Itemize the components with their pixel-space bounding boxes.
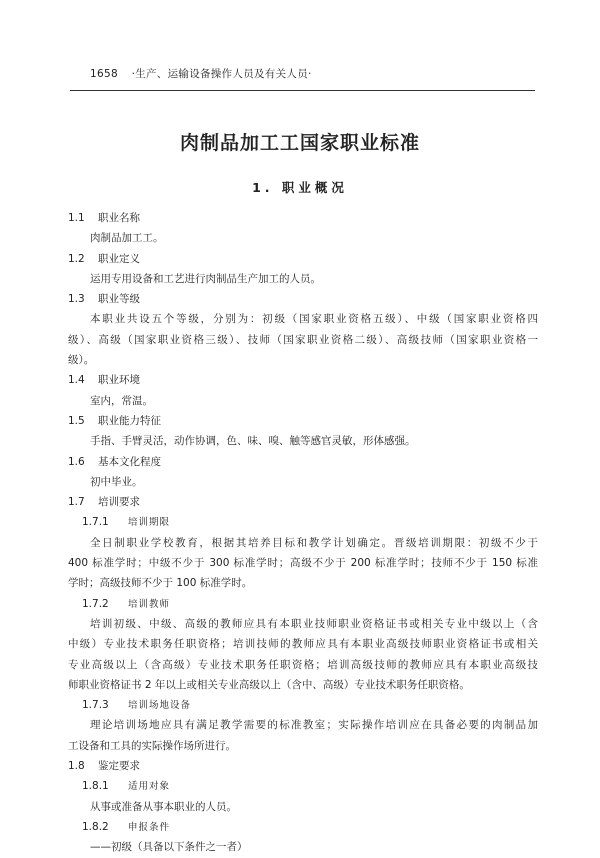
heading-label: 职业定义 bbox=[98, 252, 140, 265]
header-rule bbox=[70, 90, 535, 91]
heading-label: 基本文化程度 bbox=[98, 455, 161, 468]
heading-number: 1.7.1 bbox=[82, 516, 109, 529]
section-title: 1. 职业概况 bbox=[252, 180, 348, 195]
heading-number: 1.8.2 bbox=[82, 820, 109, 833]
heading-label: 职业名称 bbox=[98, 212, 140, 224]
paragraph-line: 手指、手臂灵活，动作协调，色、味、嗅、触等感官灵敏，形体感强。 bbox=[90, 435, 416, 448]
subsection-heading bbox=[68, 411, 538, 431]
heading-label: 职业环境 bbox=[98, 374, 140, 387]
paragraph-line: 本职业共设五个等级，分别为：初级（国家职业资格五级）、中级（国家职业资格四 bbox=[90, 313, 538, 326]
paragraph-line: 学时；高级技师不少于 100 标准学时。 bbox=[68, 577, 253, 590]
paragraph-line: 室内，常温。 bbox=[90, 394, 153, 407]
heading-number: 1.2 bbox=[68, 252, 85, 265]
subsection-heading bbox=[68, 289, 538, 309]
sub-subsection-heading bbox=[68, 695, 538, 715]
subsection-heading bbox=[68, 452, 538, 472]
paragraph-line: 肉制品加工工。 bbox=[90, 232, 164, 245]
sub-subsection-heading bbox=[68, 594, 538, 614]
paragraph-line: 工设备和工具的实际操作场所进行。 bbox=[68, 739, 236, 752]
heading-label: 职业等级 bbox=[98, 293, 140, 306]
heading-label: 申报条件 bbox=[128, 821, 171, 833]
running-header bbox=[90, 66, 530, 81]
paragraph-line: 中级）专业技术职务任职资格；培训技师的教师应具有本职业高级技师职业资格证书或相关 bbox=[68, 638, 538, 651]
paragraph-line: 理论培训场地应具有满足教学需要的标准教室；实际操作培训应在具备必要的肉制品加 bbox=[90, 719, 538, 732]
document-title: 肉制品加工工国家职业标准 bbox=[179, 132, 420, 154]
heading-label: 适用对象 bbox=[128, 781, 171, 793]
paragraph-line: 专业高级以上（含高级）专业技术职务任职资格；培训高级技师的教师应具有本职业高级技 bbox=[68, 658, 538, 671]
document-body bbox=[68, 208, 538, 858]
subsection-heading bbox=[68, 208, 538, 228]
paragraph-line: 运用专用设备和工艺进行肉制品生产加工的人员。 bbox=[90, 272, 321, 285]
paragraph-line: 400 标准学时；中级不少于 300 标准学时；高级不少于 200 标准学时；技师不少于 150 标准 bbox=[68, 557, 538, 570]
paragraph-line: 师职业资格证书 2 年以上或相关专业高级以上（含中、高级）专业技术职务任职资格。 bbox=[68, 678, 470, 691]
paragraph-line: 从事或准备从事本职业的人员。 bbox=[90, 800, 237, 813]
heading-label: 职业能力特征 bbox=[98, 414, 161, 427]
heading-number: 1.7.2 bbox=[82, 597, 109, 610]
subsection-heading bbox=[68, 492, 538, 512]
heading-label: 培训期限 bbox=[128, 517, 171, 529]
subsection-heading bbox=[68, 756, 538, 776]
heading-number: 1.5 bbox=[68, 414, 85, 427]
heading-number: 1.6 bbox=[68, 455, 85, 468]
heading-number: 1.3 bbox=[68, 293, 85, 306]
paragraph-line: 初中毕业。 bbox=[90, 475, 143, 488]
sub-subsection-heading bbox=[68, 512, 538, 532]
heading-label: 培训场地设备 bbox=[128, 700, 192, 712]
paragraph-line: 全日制职业学校教育，根据其培养目标和教学计划确定。晋级培训期限：初级不少于 bbox=[90, 536, 538, 549]
subsection-heading bbox=[68, 249, 538, 269]
running-title: ·生产、运输设备操作人员及有关人员· bbox=[131, 68, 312, 80]
sub-subsection-heading bbox=[68, 817, 538, 837]
paragraph-line: ——初级（具备以下条件之一者） bbox=[90, 841, 248, 854]
heading-label: 鉴定要求 bbox=[98, 760, 140, 773]
page-number: 1658 bbox=[90, 68, 118, 80]
paragraph-line: 培训初级、中级、高级的教师应具有本职业技师职业资格证书或相关专业中级以上（含 bbox=[90, 617, 538, 630]
heading-number: 1.4 bbox=[68, 374, 85, 387]
paragraph-line: 级）、高级（国家职业资格三级）、技师（国家职业资格二级）、高级技师（国家职业资格一 bbox=[68, 333, 538, 346]
subsection-heading bbox=[68, 370, 538, 390]
heading-number: 1.7.3 bbox=[82, 699, 109, 712]
heading-number: 1.8 bbox=[68, 760, 85, 773]
heading-number: 1.8.1 bbox=[82, 780, 109, 793]
paragraph-line: 级）。 bbox=[68, 354, 95, 367]
sub-subsection-heading bbox=[68, 776, 538, 796]
heading-number: 1.1 bbox=[68, 212, 85, 224]
heading-label: 培训教师 bbox=[128, 598, 171, 610]
heading-label: 培训要求 bbox=[98, 496, 140, 509]
heading-number: 1.7 bbox=[68, 496, 85, 509]
